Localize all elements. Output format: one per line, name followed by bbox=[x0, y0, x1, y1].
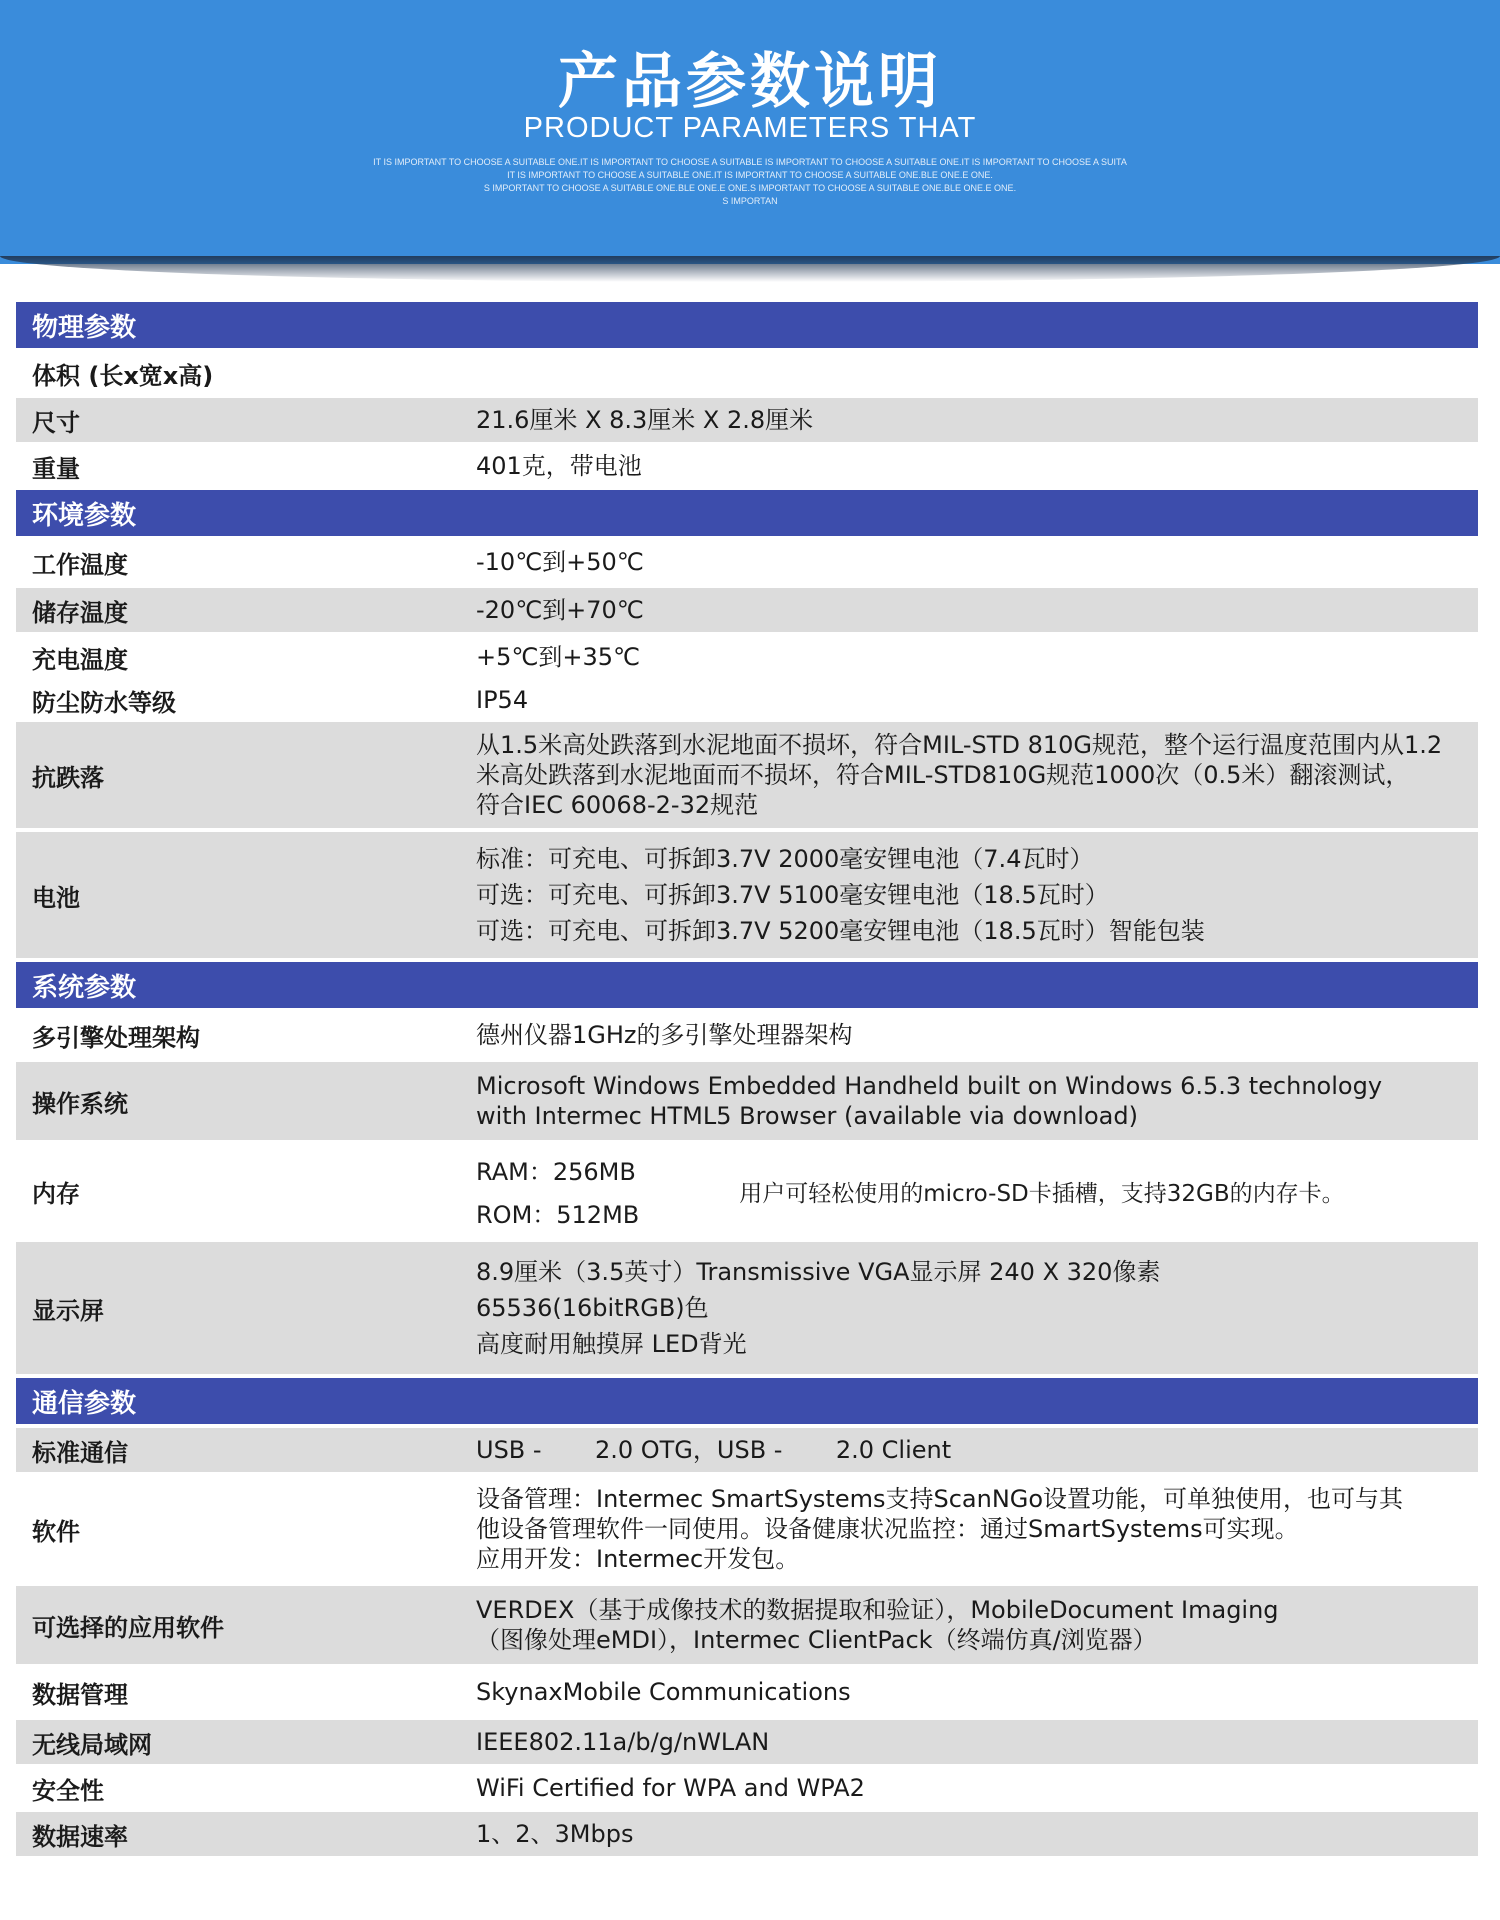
spec-value: 德州仪器1GHz的多引擎处理器架构 bbox=[476, 1021, 853, 1049]
spec-label: 操作系统 bbox=[32, 1089, 128, 1118]
spec-row-data-management bbox=[16, 1668, 1478, 1720]
section-communication bbox=[16, 1378, 1478, 1428]
spec-row-charge-temp bbox=[16, 636, 1478, 682]
spec-row-ip-rating bbox=[16, 682, 1478, 722]
spec-label: 可选择的应用软件 bbox=[32, 1613, 224, 1642]
value-line: 65536(16bitRGB)色 bbox=[476, 1294, 709, 1322]
spec-value: 1、2、3Mbps bbox=[476, 1820, 634, 1848]
value-line: 符合IEC 60068-2-32规范 bbox=[476, 791, 759, 819]
spec-label: 尺寸 bbox=[32, 408, 80, 437]
spec-value: SkynaxMobile Communications bbox=[476, 1678, 851, 1706]
value-line: 应用开发：Intermec开发包。 bbox=[476, 1545, 800, 1573]
value-line: 从1.5米高处跌落到水泥地面不损坏，符合MIL-STD 810G规范，整个运行温度范围内从1.2 bbox=[476, 731, 1443, 759]
banner-shadow bbox=[0, 256, 1500, 282]
fine-print-line: S IMPORTAN bbox=[722, 196, 778, 206]
spec-value: IP54 bbox=[476, 686, 529, 714]
spec-label: 防尘防水等级 bbox=[32, 688, 176, 717]
spec-row-optional-software bbox=[16, 1586, 1478, 1668]
spec-row-storage-temp bbox=[16, 588, 1478, 636]
spec-label: 多引擎处理架构 bbox=[32, 1023, 200, 1052]
value-line: VERDEX（基于成像技术的数据提取和验证），MobileDocument Imaging bbox=[476, 1596, 1279, 1624]
spec-value: +5℃到+35℃ bbox=[476, 643, 640, 671]
spec-value: IEEE802.11a/b/g/nWLAN bbox=[476, 1728, 770, 1756]
spec-label: 电池 bbox=[32, 883, 80, 912]
spec-row-drop bbox=[16, 722, 1478, 832]
value-line: with Intermec HTML5 Browser (available via download) bbox=[476, 1102, 1138, 1130]
fine-print bbox=[300, 156, 1200, 208]
value-line: 他设备管理软件一同使用。设备健康状况监控：通过SmartSystems可实现。 bbox=[476, 1515, 1299, 1543]
spec-label: 标准通信 bbox=[32, 1438, 128, 1467]
spec-value: -10℃到+50℃ bbox=[476, 548, 644, 576]
spec-label: 充电温度 bbox=[32, 645, 128, 674]
value-line: （图像处理eMDI），Intermec ClientPack（终端仿真/浏览器） bbox=[476, 1626, 1157, 1654]
value-line: 标准：可充电、可拆卸3.7V 2000毫安锂电池（7.4瓦时） bbox=[476, 845, 1094, 873]
spec-value bbox=[476, 838, 1476, 952]
fine-print-line: IT IS IMPORTANT TO CHOOSE A SUITABLE ONE.IT IS IMPORTANT TO CHOOSE A SUITABLE ONE.BLE ONE.E ONE. bbox=[507, 170, 993, 180]
spec-value: -20℃到+70℃ bbox=[476, 596, 644, 624]
spec-label: 储存温度 bbox=[32, 598, 128, 627]
value-line: 米高处跌落到水泥地面而不损坏，符合MIL-STD810G规范1000次（0.5米）翻滚测试， bbox=[476, 761, 1410, 789]
section-system bbox=[16, 962, 1478, 1012]
memory-left bbox=[476, 1144, 639, 1238]
memory-values bbox=[476, 1144, 1345, 1238]
spec-value bbox=[476, 1595, 1476, 1655]
spec-row-op-temp bbox=[16, 540, 1478, 588]
spec-label: 重量 bbox=[32, 454, 80, 483]
spec-value: 21.6厘米 X 8.3厘米 X 2.8厘米 bbox=[476, 406, 814, 434]
fine-print-line: IT IS IMPORTANT TO CHOOSE A SUITABLE ONE.IT IS IMPORTANT TO CHOOSE A SUITABLE IS IMPORTANT TO CHOOSE A SUITABLE ONE.IT IS IMPORTANT TO CHOOSE A SUITA bbox=[373, 157, 1127, 167]
value-line: 高度耐用触摸屏 LED背光 bbox=[476, 1330, 747, 1358]
spec-row-cpu bbox=[16, 1012, 1478, 1062]
spec-label: 内存 bbox=[32, 1179, 80, 1208]
spec-row-std-comm bbox=[16, 1428, 1478, 1476]
spec-row-memory bbox=[16, 1144, 1478, 1242]
fine-print-line: S IMPORTANT TO CHOOSE A SUITABLE ONE.BLE ONE.E ONE.S IMPORTANT TO CHOOSE A SUITABLE ONE.BLE ONE.E ONE. bbox=[483, 183, 1017, 193]
section-title: 物理参数 bbox=[32, 312, 137, 343]
rom-value: ROM：512MB bbox=[476, 1201, 640, 1229]
spec-label: 工作温度 bbox=[32, 550, 128, 579]
value-line: 可选：可充电、可拆卸3.7V 5200毫安锂电池（18.5瓦时）智能包装 bbox=[476, 917, 1205, 945]
spec-row-weight bbox=[16, 446, 1478, 490]
spec-value: WiFi Certified for WPA and WPA2 bbox=[476, 1774, 865, 1802]
spec-label: 抗跌落 bbox=[32, 763, 104, 792]
header-banner bbox=[0, 0, 1500, 264]
spec-row-display bbox=[16, 1242, 1478, 1378]
spec-table bbox=[16, 302, 1478, 1860]
page-subtitle: PRODUCT PARAMETERS THAT bbox=[523, 112, 977, 144]
spec-value: 401克，带电池 bbox=[476, 452, 642, 480]
page-title: 产品参数说明 bbox=[558, 47, 942, 117]
value-line: Microsoft Windows Embedded Handheld built on Windows 6.5.3 technology bbox=[476, 1072, 1383, 1100]
spec-value bbox=[476, 1251, 1476, 1365]
section-physical bbox=[16, 302, 1478, 352]
spec-label: 体积 (长x宽x高) bbox=[32, 361, 214, 390]
spec-value: USB - 2.0 OTG，USB - 2.0 Client bbox=[476, 1436, 952, 1464]
spec-label: 无线局域网 bbox=[32, 1730, 152, 1759]
spec-label: 安全性 bbox=[32, 1776, 104, 1805]
section-environment bbox=[16, 490, 1478, 540]
spec-value bbox=[476, 1484, 1476, 1574]
spec-row-wlan bbox=[16, 1720, 1478, 1768]
spec-value bbox=[476, 730, 1476, 820]
spec-label: 数据管理 bbox=[32, 1680, 128, 1709]
section-title: 环境参数 bbox=[32, 500, 137, 531]
spec-label: 数据速率 bbox=[32, 1822, 128, 1851]
spec-row-security bbox=[16, 1768, 1478, 1812]
spec-value bbox=[476, 1071, 1476, 1131]
spec-row-volume bbox=[16, 352, 1478, 398]
spec-label: 软件 bbox=[32, 1517, 80, 1546]
value-line: 设备管理：Intermec SmartSystems支持ScanNGo设置功能，可单独使用，也可与其 bbox=[476, 1485, 1404, 1513]
section-title: 通信参数 bbox=[32, 1388, 137, 1419]
spec-row-data-rate bbox=[16, 1812, 1478, 1860]
spec-row-battery bbox=[16, 832, 1478, 962]
spec-row-size bbox=[16, 398, 1478, 446]
spec-label: 显示屏 bbox=[32, 1296, 104, 1325]
memory-note: 用户可轻松使用的micro-SD卡插槽，支持32GB的内存卡。 bbox=[739, 1180, 1345, 1207]
ram-value: RAM：256MB bbox=[476, 1158, 636, 1186]
value-line: 8.9厘米（3.5英寸）Transmissive VGA显示屏 240 X 320像素 bbox=[476, 1258, 1161, 1286]
spec-row-os bbox=[16, 1062, 1478, 1144]
spec-row-software bbox=[16, 1476, 1478, 1586]
value-line: 可选：可充电、可拆卸3.7V 5100毫安锂电池（18.5瓦时） bbox=[476, 881, 1109, 909]
section-title: 系统参数 bbox=[32, 972, 137, 1003]
